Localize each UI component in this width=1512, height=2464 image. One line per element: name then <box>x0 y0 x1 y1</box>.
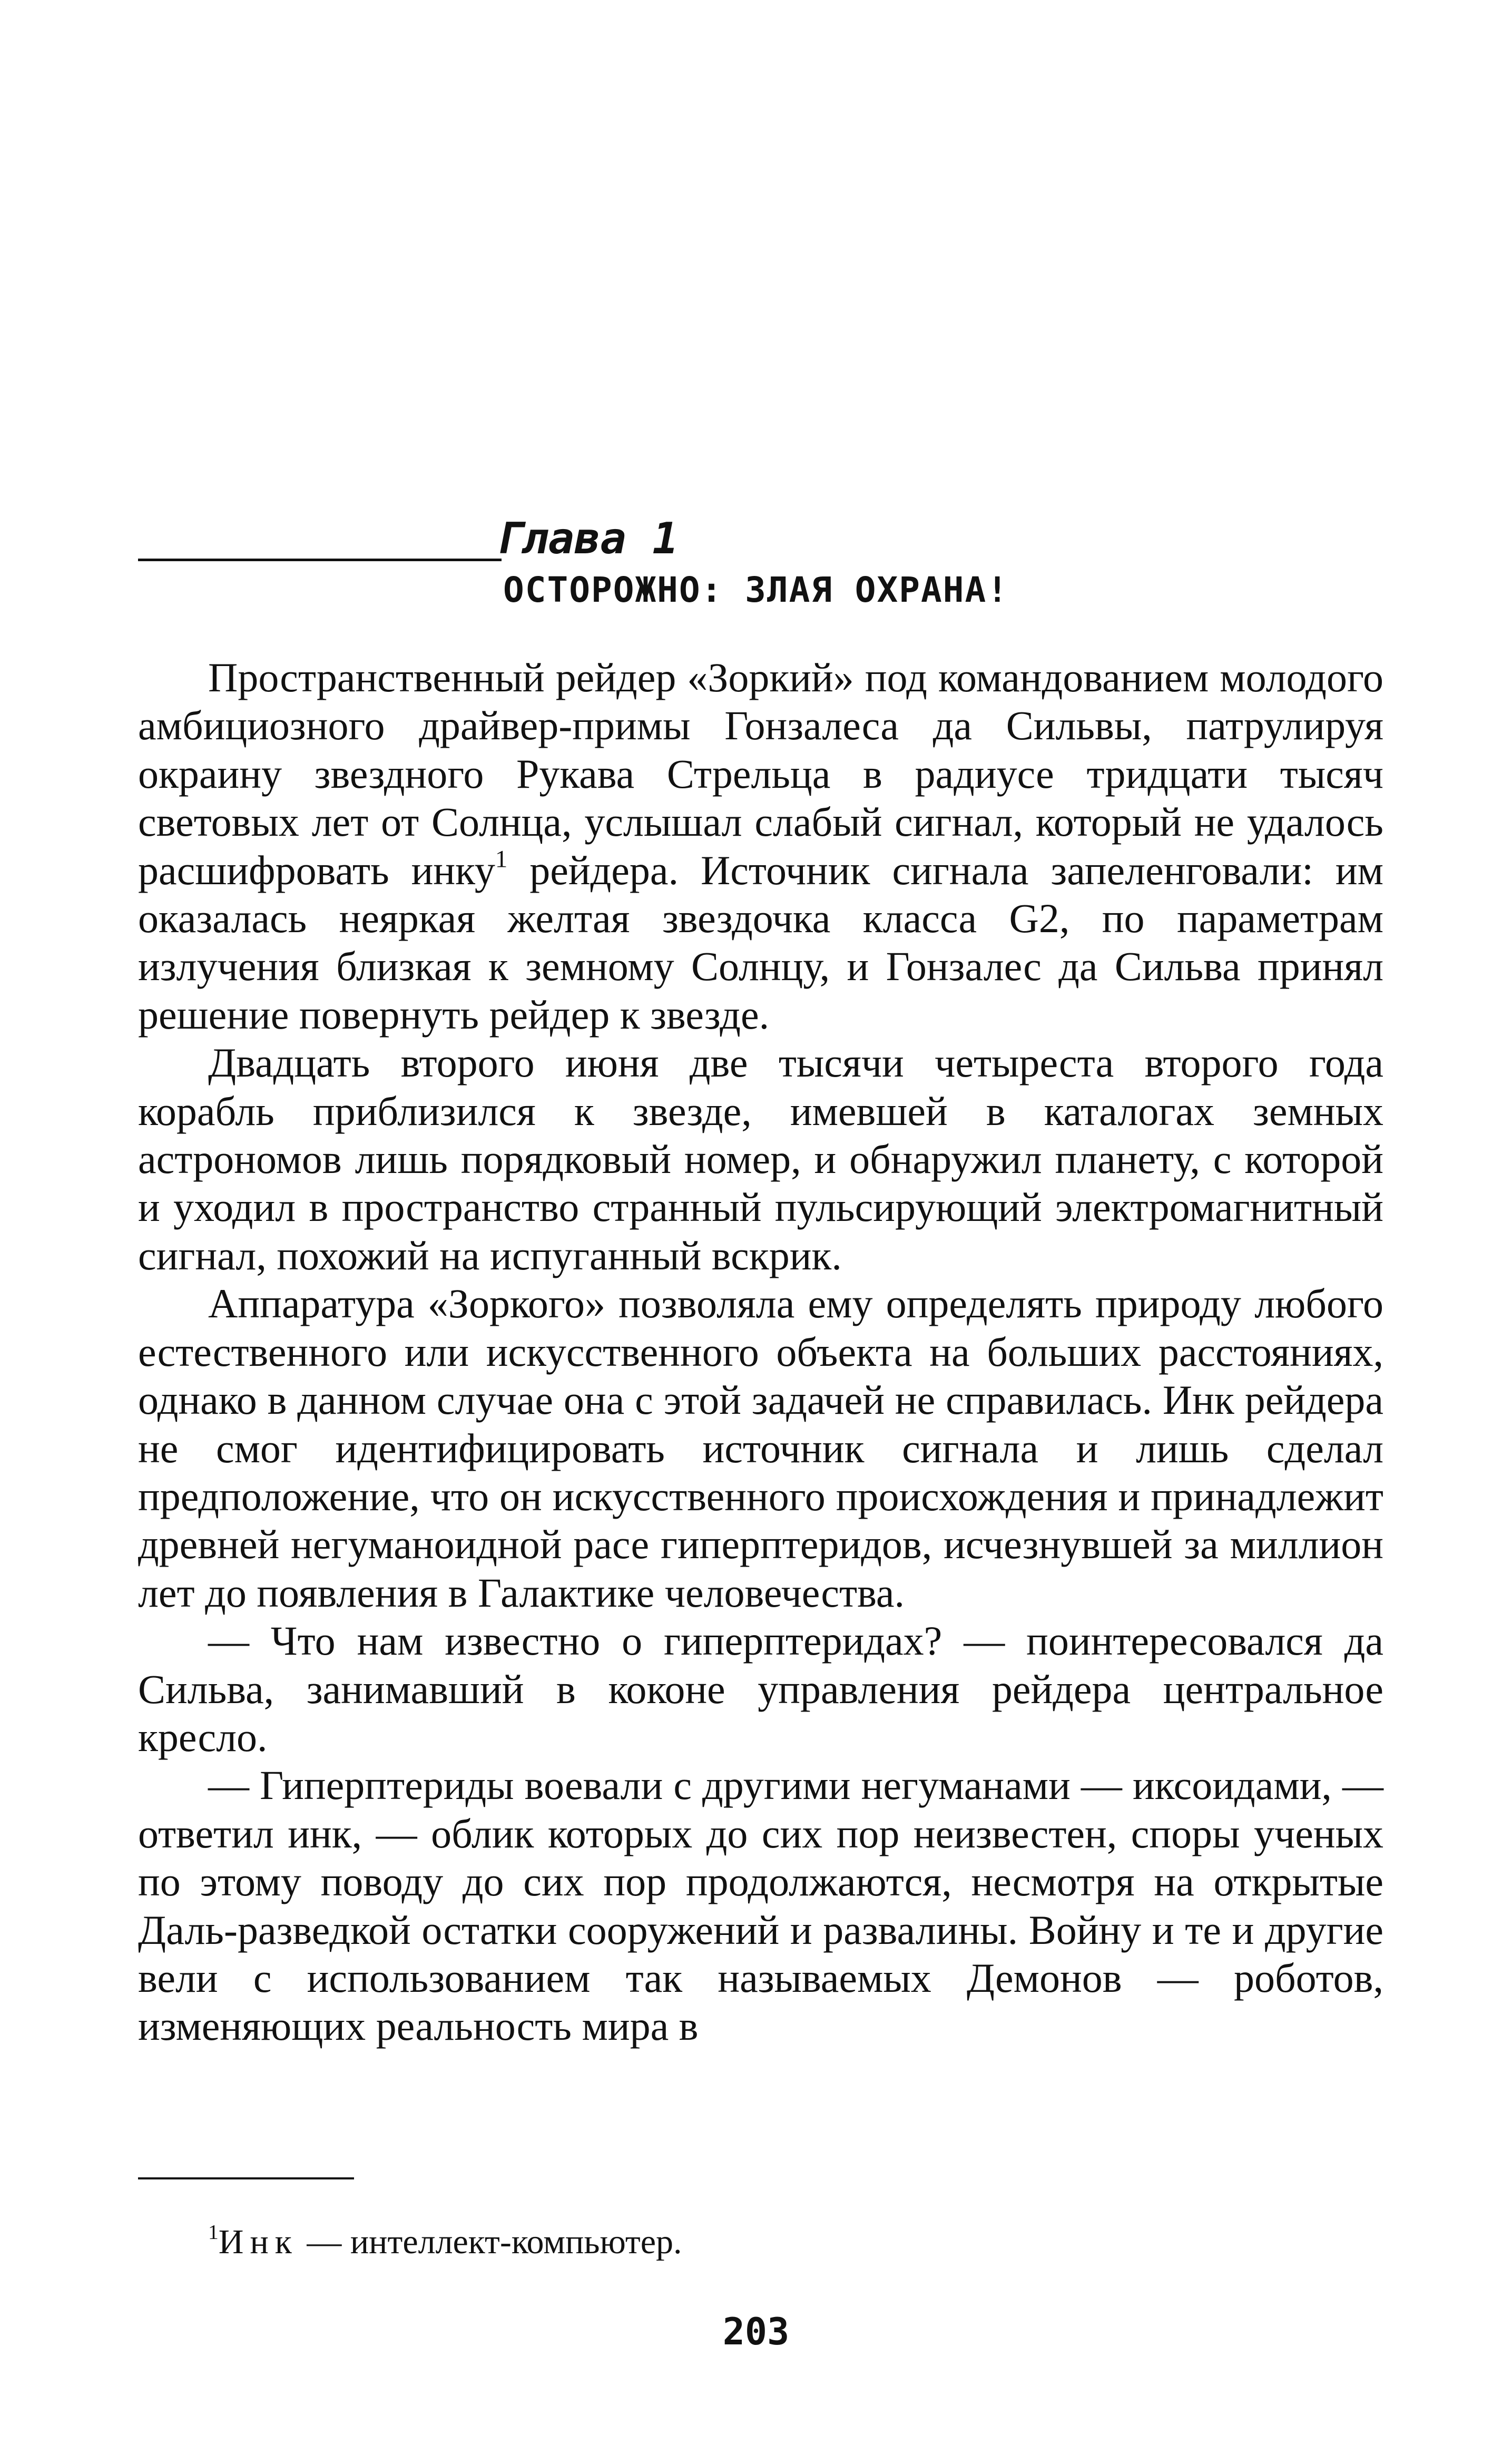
footnote <box>208 2218 682 2266</box>
paragraph-4: — Что нам известно о гиперптеридах? — поинтересовался да Сильва, занимавший в коконе управления рейдера центральное кресло. <box>138 1618 1383 1760</box>
chapter-rule <box>138 559 502 561</box>
footnote-reference: 1 <box>495 845 508 873</box>
paragraph-2: Двадцать второго июня две тысячи четыреста второго года корабль приблизился к звезде, имевшей в каталогах земных астрономов лишь порядковый номер, и обнаружил планету, с которой и уходил в пространство странный пульсирующий электромагнитный сигнал, похожий на испуганный вскрик. <box>138 1040 1383 1278</box>
paragraph-3: Аппаратура «Зоркого» позволяла ему определять природу любого естественного или искусственного объекта на больших расстояниях, однако в данном случае она с этой задачей не справилась. Инк рейдера не смог идентифицировать источник сигнала и лишь сделал предположение, что он искусственного происхождения и принадлежит древней негуманоидной расе гиперптеридов, исчезнувшей за миллион лет до появления в Галактике человечества. <box>138 1280 1383 1616</box>
footnote-definition: — интеллект-компьютер. <box>298 2223 682 2261</box>
body-text <box>138 653 1383 2050</box>
paragraph-text: рейдера. Источник сигнала запеленговали: им оказалась неяркая желтая звездочка класса G2, по параметрам излучения близкая к земному Солнцу, и Гонзалес да Сильва принял решение повернуть рейдер к звезде. <box>138 847 1383 1038</box>
chapter-title: ОСТОРОЖНО: ЗЛАЯ ОХРАНА! <box>503 570 1009 610</box>
page-number: 203 <box>722 2310 790 2353</box>
footnote-mark: 1 <box>208 2220 219 2244</box>
paragraph-text: Пространственный рейдер «Зоркий» под командованием молодого амбициозного драйвер-примы Гонзалеса да Сильвы, патрулируя окраину звездного Рукава Стрельца в радиусе тридцати тысяч световых лет от Солнца, услышал слабый сигнал, который не удалось расшифровать инку <box>138 654 1383 893</box>
paragraph-1 <box>138 653 1383 1039</box>
paragraph-5: — Гиперптериды воевали с другими негуманами — иксоидами, — ответил инк, — облик которых до сих пор неизвестен, споры ученых по этому поводу до сих пор продолжаются, несмотря на открытые Даль-разведкой остатки сооружений и развалины. Войну и те и другие вели с использованием так называемых Демонов — роботов, изменяющих реальность мира в <box>138 1762 1383 2049</box>
chapter-label: Глава 1 <box>496 514 679 564</box>
footnote-term: Инк <box>218 2223 298 2261</box>
footnote-separator <box>138 2177 354 2179</box>
